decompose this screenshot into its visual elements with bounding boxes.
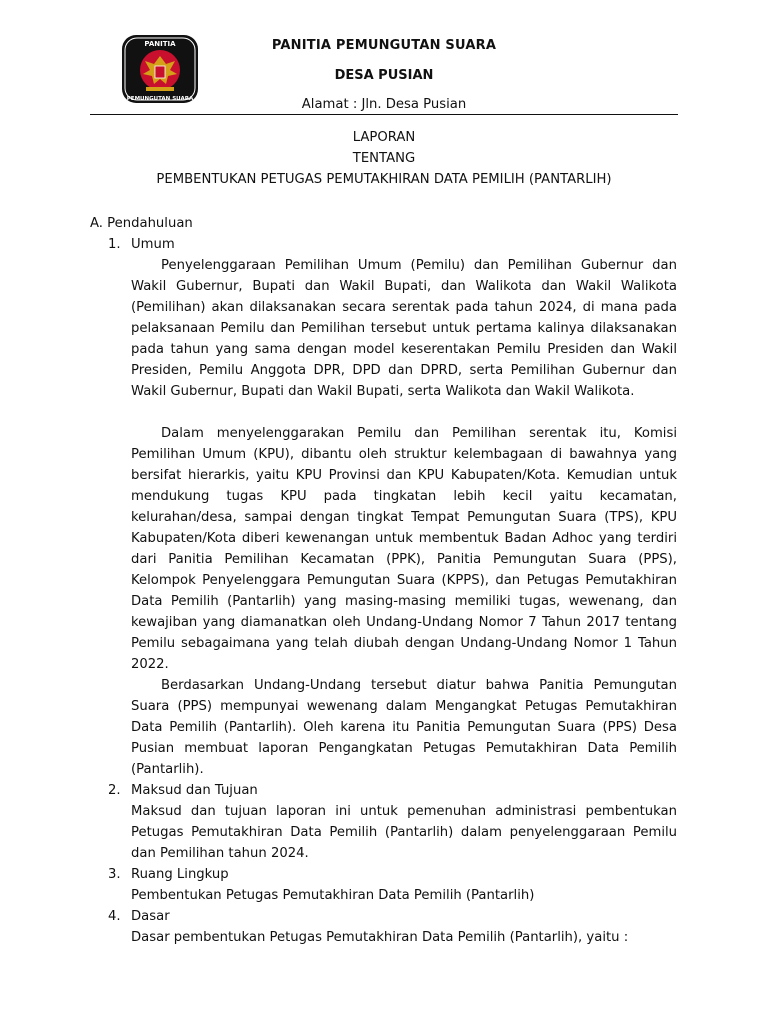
paragraph: Maksud dan tujuan laporan ini untuk pemenuhan administrasi pembentukan Petugas Pemutakhiran Data Pemilih (Pantarlih) dalam penyelenggaraan Pemilu dan Pemilihan tahun 2024. [131, 804, 677, 861]
report-title-line-3: PEMBENTUKAN PETUGAS PEMUTAKHIRAN DATA PEMILIH (PANTARLIH) [156, 172, 612, 187]
item-label: Dasar [131, 909, 170, 924]
org-title: PANITIA PEMUNGUTAN SUARA [271, 38, 497, 53]
paragraph: Pembentukan Petugas Pemutakhiran Data Pemilih (Pantarlih) [131, 888, 535, 903]
header-divider [90, 114, 678, 115]
item-label: Ruang Lingkup [131, 867, 229, 882]
village-name: DESA PUSIAN [334, 68, 434, 83]
paragraph: Dalam menyelenggarakan Pemilu dan Pemilihan serentak itu, Komisi Pemilihan Umum (KPU), dibantu oleh struktur kelembagaan di bawahnya yang bersifat hierarkis, yaitu KPU Provinsi dan KPU Kabupaten/Kota. Kemudian untuk mendukung tugas KPU pada tingkatan lebih kecil yaitu kecamatan, kelurahan/desa, sampai dengan tingkat Tempat Pemungutan Suara (TPS), KPU Kabupaten/Kota diberi kewenangan untuk membentuk Badan Adhoc yang terdiri dari Panitia Pemilihan Kecamatan (PPK), Panitia Pemungutan Suara (PPS), Kelompok Penyelenggara Pemungutan Suara (KPPS), dan Petugas Pemutakhiran Data Pemilih (Pantarlih) yang masing-masing memiliki tugas, wewenang, dan kewajiban yang diamanatkan oleh Undang-Undang Nomor 7 Tahun 2017 tentang Pemilu sebagaimana yang telah diubah dengan Undang-Undang Nomor 1 Tahun 2022. [131, 426, 677, 672]
item-number: 3. [108, 867, 121, 882]
item-number: 4. [108, 909, 121, 924]
item-label: Umum [131, 237, 175, 252]
report-title-line-2: TENTANG [352, 151, 416, 166]
paragraph: Berdasarkan Undang-Undang tersebut diatur bahwa Panitia Pemungutan Suara (PPS) mempunyai wewenang dalam Mengangkat Petugas Pemutakhiran Data Pemilih (Pantarlih). Oleh karena itu Panitia Pemungutan Suara (PPS) Desa Pusian membuat laporan Pengangkatan Petugas Pemutakhiran Data Pemilih (Pantarlih). [131, 678, 677, 777]
logo-text-bottom: PEMUNGUTAN SUARA [126, 96, 194, 102]
paragraph: Dasar pembentukan Petugas Pemutakhiran Data Pemilih (Pantarlih), yaitu : [131, 930, 629, 945]
section-heading: A. Pendahuluan [90, 216, 193, 231]
report-title-line-1: LAPORAN [352, 130, 416, 145]
item-number: 1. [108, 237, 121, 252]
paragraph: Penyelenggaraan Pemilihan Umum (Pemilu) dan Pemilihan Gubernur dan Wakil Gubernur, Bupati dan Wakil Bupati, dan Walikota dan Wakil Walikota (Pemilihan) akan dilaksanakan secara serentak pada tahun 2024, di mana pada pelaksanaan Pemilu dan Pemilihan tersebut untuk pertama kalinya dilaksanakan pada tahun yang sama dengan model keserentakan Pemilu Presiden dan Wakil Presiden, Pemilu Anggota DPR, DPD dan DPRD, serta Pemilihan Gubernur dan Wakil Gubernur, Bupati dan Wakil Bupati, serta Walikota dan Wakil Walikota. [131, 258, 677, 399]
item-number: 2. [108, 783, 121, 798]
item-label: Maksud dan Tujuan [131, 783, 258, 798]
pps-logo-emblem [121, 34, 199, 104]
address-line: Alamat : Jln. Desa Pusian [301, 97, 467, 112]
logo-text-top: PANITIA [144, 40, 176, 48]
